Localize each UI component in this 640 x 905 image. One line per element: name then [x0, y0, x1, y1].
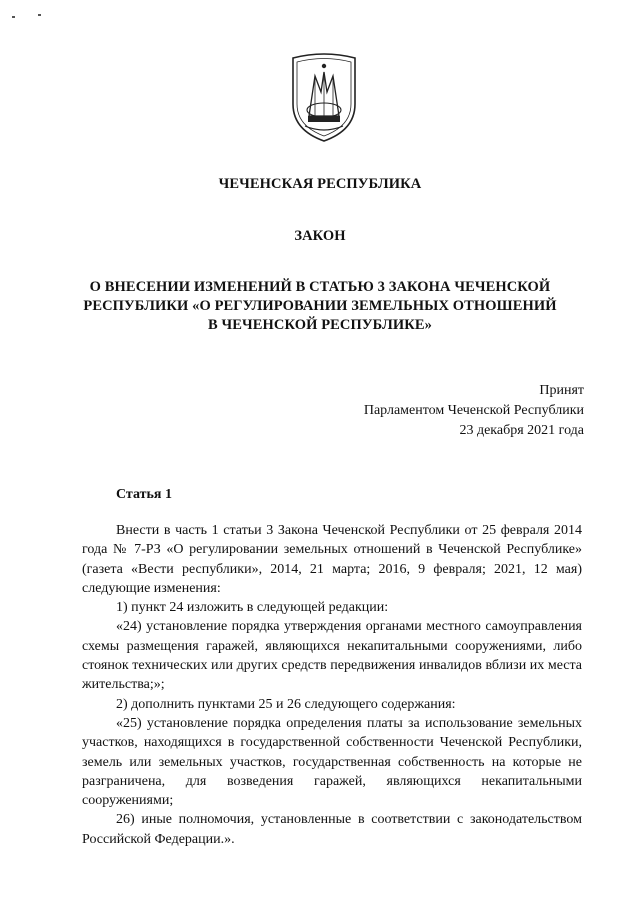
paragraph: 26) иные полномочия, установленные в соответствии с законодательством Российской Федерации.». — [82, 812, 582, 847]
subject-line: В ЧЕЧЕНСКОЙ РЕСПУБЛИКЕ» — [208, 317, 432, 333]
adopted-label: Принят — [539, 383, 584, 398]
subject-line: РЕСПУБЛИКИ «О РЕГУЛИРОВАНИИ ЗЕМЕЛЬНЫХ ОТНОШЕНИЙ — [83, 298, 557, 314]
adoption-date: 23 декабря 2021 года — [459, 423, 584, 438]
republic-name: ЧЕЧЕНСКАЯ РЕСПУБЛИКА — [218, 176, 422, 192]
article-heading: Статья 1 — [116, 487, 172, 502]
paragraph: 1) пункт 24 изложить в следующей редакции: — [116, 600, 389, 616]
document-type: ЗАКОН — [294, 228, 346, 244]
article-body — [82, 521, 582, 849]
paragraph: «24) установление порядка утверждения органами местного самоуправления схемы размещения гаражей, являющихся некапитальными сооружениями, либо стоянок технических или других средств передвижения инвалидов вблизи их места жительства;»; — [82, 619, 582, 693]
adopted-by: Парламентом Чеченской Республики — [363, 403, 584, 418]
adoption-info — [364, 381, 584, 441]
law-subject-title — [58, 278, 582, 335]
paragraph: «25) установление порядка определения платы за использование земельных участков, находящихся в государственной собственности Чеченской Республики, земель или земельных участков, государственная собственность на которые не разграничена, для возведения гаражей, являющихся некапитальными сооружениями; — [82, 715, 582, 809]
scan-mark — [38, 14, 41, 16]
subject-line: О ВНЕСЕНИИ ИЗМЕНЕНИЙ В СТАТЬЮ 3 ЗАКОНА ЧЕЧЕНСКОЙ — [89, 279, 551, 295]
coat-of-arms-icon — [285, 52, 363, 144]
scan-mark — [12, 16, 15, 18]
paragraph: 2) дополнить пунктами 25 и 26 следующего содержания: — [116, 696, 456, 712]
paragraph: Внести в часть 1 статьи 3 Закона Чеченской Республики от 25 февраля 2014 года № 7-РЗ «О регулировании земельных отношений в Чеченской Республике» (газета «Вести республики», 2014, 21 марта; 2016, 9 февраля; 2021, 12 мая) следующие изменения: — [82, 523, 582, 596]
